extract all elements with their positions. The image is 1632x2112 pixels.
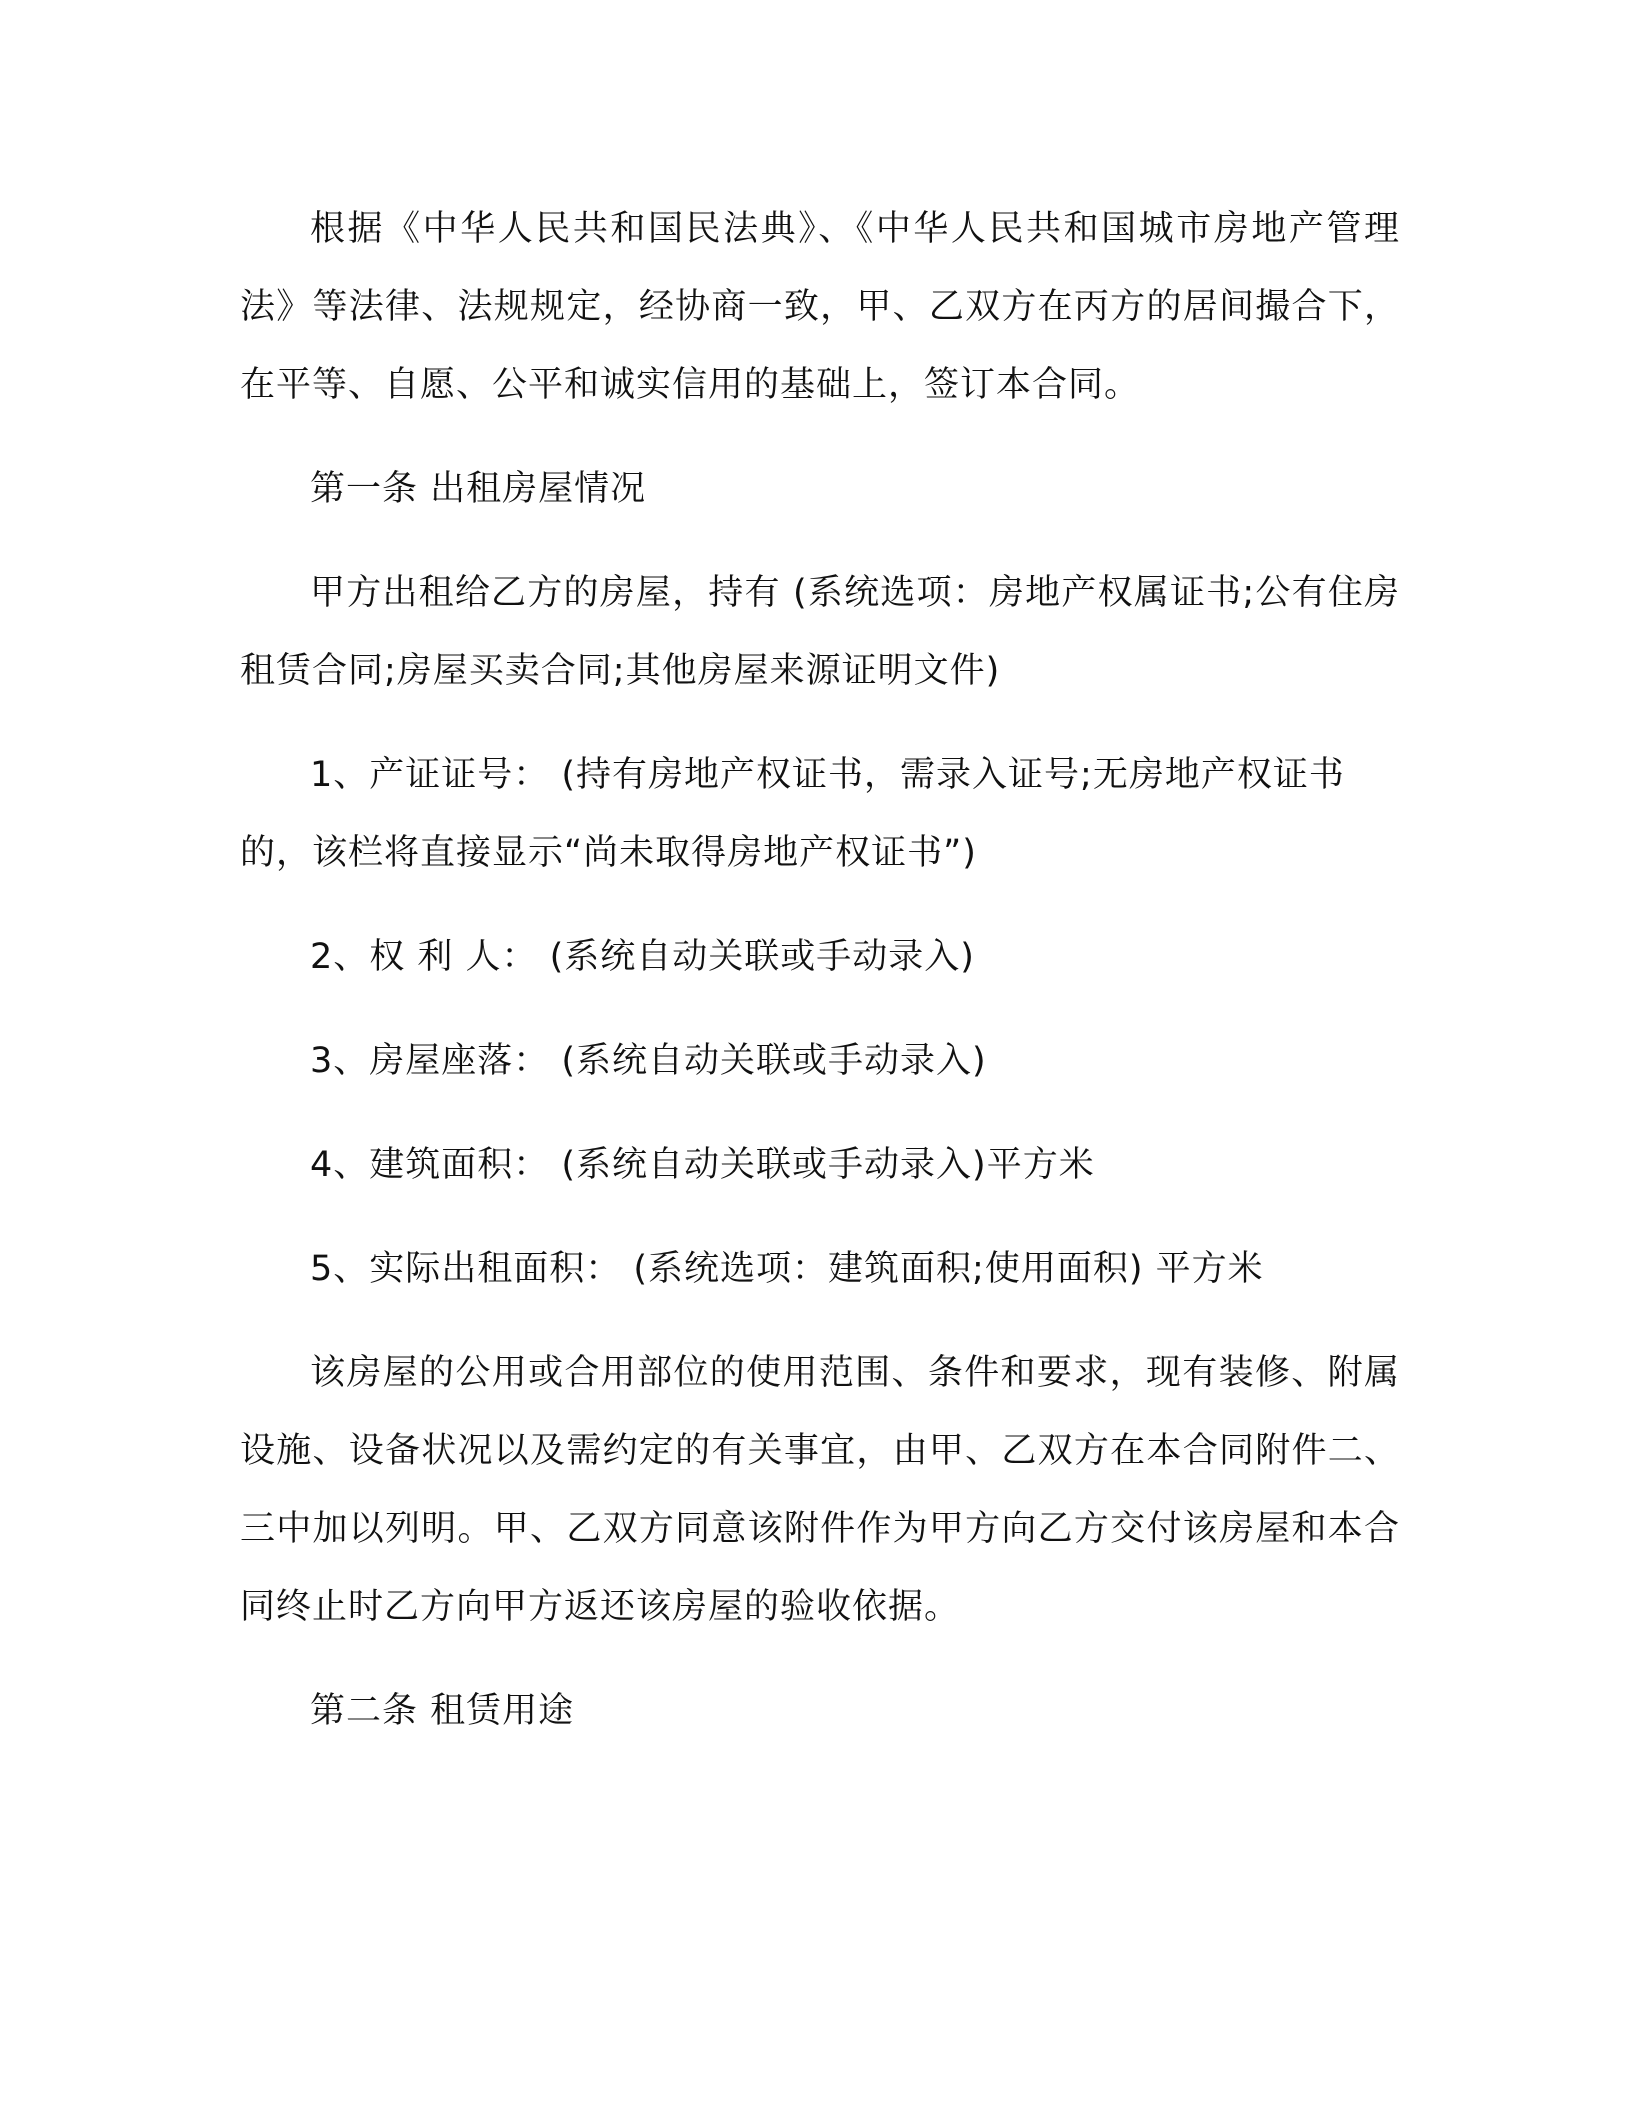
document-page: [240, 190, 1400, 1750]
item-rental-area: 5、实际出租面积： (系统选项：建筑面积;使用面积) 平方米: [310, 1249, 1264, 1289]
item-location: 3、房屋座落： (系统自动关联或手动录入): [310, 1041, 987, 1081]
item-certificate-number: 1、产证证号： (持有房地产权证书，需录入证号;无房地产权证书的，该栏将直接显示“尚未取得房地产权证书”): [240, 755, 1345, 873]
article-2-title: 第二条 租赁用途: [310, 1691, 575, 1731]
article-1-paragraph: 甲方出租给乙方的房屋，持有 (系统选项：房地产权属证书;公有住房租赁合同;房屋买卖合同;其他房屋来源证明文件): [240, 573, 1400, 691]
item-owner: 2、权 利 人： (系统自动关联或手动录入): [310, 937, 975, 977]
intro-paragraph: 根据《中华人民共和国民法典》、《中华人民共和国城市房地产管理法》等法律、法规规定，经协商一致，甲、乙双方在丙方的居间撮合下，在平等、自愿、公平和诚实信用的基础上，签订本合同。: [240, 209, 1400, 405]
facilities-paragraph: 该房屋的公用或合用部位的使用范围、条件和要求，现有装修、附属设施、设备状况以及需约定的有关事宜，由甲、乙双方在本合同附件二、三中加以列明。甲、乙双方同意该附件作为甲方向乙方交付该房屋和本合同终止时乙方向甲方返还该房屋的验收依据。: [240, 1353, 1400, 1627]
article-1-title: 第一条 出租房屋情况: [310, 469, 647, 509]
item-building-area: 4、建筑面积： (系统自动关联或手动录入)平方米: [310, 1145, 1095, 1185]
